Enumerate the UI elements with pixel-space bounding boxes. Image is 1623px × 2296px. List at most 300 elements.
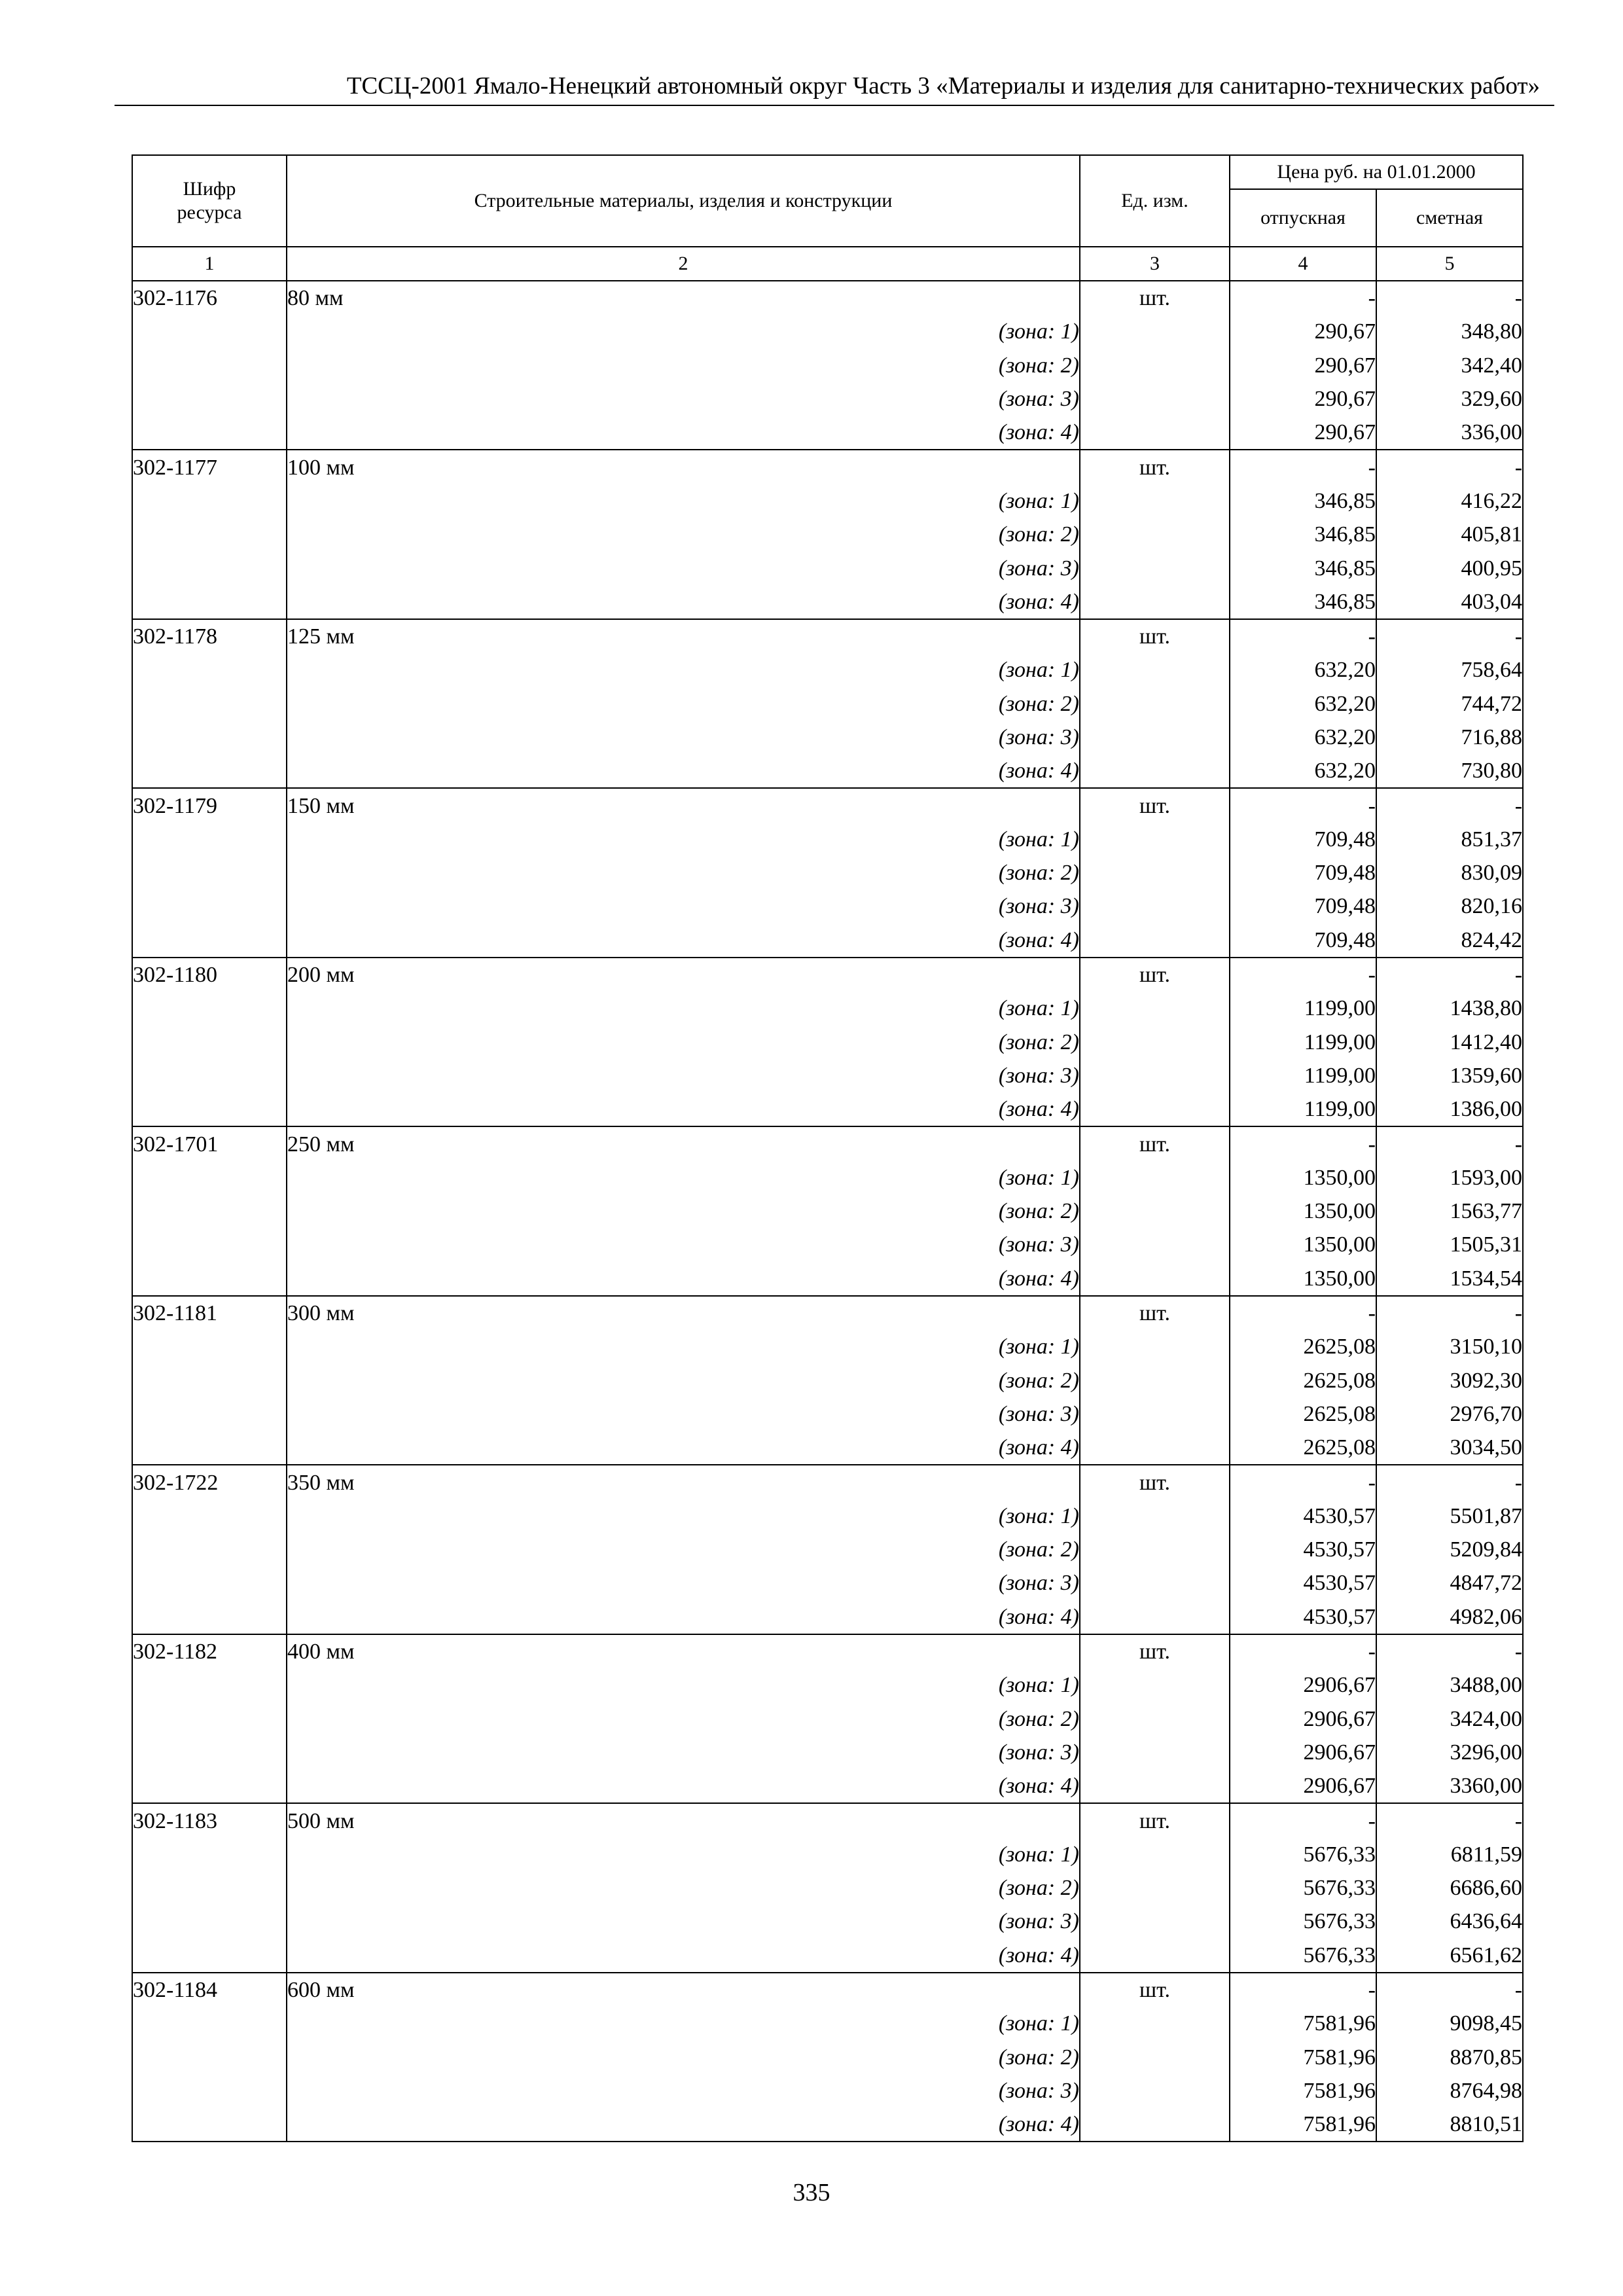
zone-label: (зона: 3) <box>287 889 1080 923</box>
zone-row <box>132 1059 1523 1092</box>
estimate-price: - <box>1376 281 1523 315</box>
estimate-price: 1534,54 <box>1376 1262 1523 1296</box>
table-row <box>132 450 1523 484</box>
empty-cell <box>132 2007 287 2040</box>
unit-of-measure: шт. <box>1080 450 1230 484</box>
empty-cell <box>132 1397 287 1431</box>
column-number: 1 <box>132 247 287 281</box>
empty-cell <box>1080 1566 1230 1600</box>
zone-row <box>132 856 1523 889</box>
estimate-price: 3034,50 <box>1376 1431 1523 1465</box>
release-price: 5676,33 <box>1230 1871 1376 1905</box>
empty-cell <box>132 1769 287 1803</box>
zone-label: (зона: 4) <box>287 1431 1080 1465</box>
estimate-price: 758,64 <box>1376 653 1523 687</box>
zone-label: (зона: 1) <box>287 484 1080 518</box>
zone-label: (зона: 3) <box>287 1736 1080 1769</box>
empty-cell <box>132 1871 287 1905</box>
material-name: 300 мм <box>287 1296 1080 1330</box>
empty-cell <box>132 1092 287 1126</box>
empty-cell <box>132 585 287 619</box>
empty-cell <box>1080 518 1230 551</box>
empty-cell <box>1080 349 1230 382</box>
zone-row <box>132 1397 1523 1431</box>
estimate-price: 6436,64 <box>1376 1905 1523 1938</box>
table-row <box>132 1465 1523 1499</box>
column-header-name: Строительные материалы, изделия и конструкции <box>287 155 1080 247</box>
release-price: - <box>1230 619 1376 653</box>
release-price: 7581,96 <box>1230 2108 1376 2142</box>
resource-code: 302-1184 <box>132 1973 287 2007</box>
table-row <box>132 619 1523 653</box>
empty-cell <box>1080 551 1230 584</box>
zone-row <box>132 1838 1523 1871</box>
empty-cell <box>1080 1736 1230 1769</box>
release-price: 709,48 <box>1230 889 1376 923</box>
empty-cell <box>1080 484 1230 518</box>
empty-cell <box>132 653 287 687</box>
column-header-price: Цена руб. на 01.01.2000 <box>1230 155 1523 189</box>
release-price: 346,85 <box>1230 484 1376 518</box>
resource-code: 302-1176 <box>132 281 287 315</box>
release-price: 2625,08 <box>1230 1431 1376 1465</box>
release-price: - <box>1230 1296 1376 1330</box>
empty-cell <box>1080 1668 1230 1702</box>
zone-row <box>132 1871 1523 1905</box>
estimate-price: 8810,51 <box>1376 2108 1523 2142</box>
empty-cell <box>132 2040 287 2073</box>
zone-row <box>132 1600 1523 1634</box>
zone-row <box>132 1092 1523 1126</box>
estimate-price: 403,04 <box>1376 585 1523 619</box>
zone-row <box>132 653 1523 687</box>
release-price: 290,67 <box>1230 382 1376 416</box>
estimate-price: 3488,00 <box>1376 1668 1523 1702</box>
zone-row <box>132 1228 1523 1261</box>
estimate-price: 4982,06 <box>1376 1600 1523 1634</box>
release-price: - <box>1230 281 1376 315</box>
empty-cell <box>132 518 287 551</box>
release-price: 4530,57 <box>1230 1499 1376 1533</box>
empty-cell <box>132 1059 287 1092</box>
estimate-price: 1438,80 <box>1376 992 1523 1025</box>
zone-row <box>132 416 1523 450</box>
empty-cell <box>1080 1026 1230 1059</box>
zone-row <box>132 1330 1523 1363</box>
column-header-code: Шифр ресурса <box>132 155 287 247</box>
empty-cell <box>1080 1533 1230 1566</box>
zone-row <box>132 1736 1523 1769</box>
estimate-price: 3150,10 <box>1376 1330 1523 1363</box>
page-number: 335 <box>793 2179 830 2206</box>
estimate-price: 348,80 <box>1376 315 1523 348</box>
empty-cell <box>132 721 287 754</box>
resource-code: 302-1181 <box>132 1296 287 1330</box>
release-price: 7581,96 <box>1230 2007 1376 2040</box>
zone-row <box>132 1939 1523 1973</box>
zone-row <box>132 2040 1523 2073</box>
estimate-price: 3424,00 <box>1376 1702 1523 1735</box>
zone-row <box>132 551 1523 584</box>
release-price: 2625,08 <box>1230 1330 1376 1363</box>
estimate-price: 1593,00 <box>1376 1161 1523 1194</box>
empty-cell <box>132 856 287 889</box>
zone-label: (зона: 1) <box>287 653 1080 687</box>
zone-label: (зона: 4) <box>287 1262 1080 1296</box>
empty-cell <box>1080 721 1230 754</box>
empty-cell <box>1080 2007 1230 2040</box>
release-price: 1350,00 <box>1230 1161 1376 1194</box>
table-row <box>132 1296 1523 1330</box>
release-price: - <box>1230 958 1376 992</box>
estimate-price: - <box>1376 1126 1523 1160</box>
estimate-price: 400,95 <box>1376 551 1523 584</box>
unit-of-measure: шт. <box>1080 1634 1230 1668</box>
estimate-price: - <box>1376 619 1523 653</box>
price-table-body <box>132 281 1523 2142</box>
empty-cell <box>1080 1499 1230 1533</box>
empty-cell <box>1080 2108 1230 2142</box>
empty-cell <box>132 2074 287 2108</box>
zone-label: (зона: 2) <box>287 1194 1080 1228</box>
zone-label: (зона: 4) <box>287 1939 1080 1973</box>
zone-label: (зона: 3) <box>287 382 1080 416</box>
table-row <box>132 1803 1523 1837</box>
estimate-price: - <box>1376 1803 1523 1837</box>
release-price: 290,67 <box>1230 416 1376 450</box>
zone-row <box>132 315 1523 348</box>
table-row <box>132 1634 1523 1668</box>
zone-row <box>132 754 1523 788</box>
material-name: 600 мм <box>287 1973 1080 2007</box>
estimate-price: 851,37 <box>1376 823 1523 856</box>
release-price: 7581,96 <box>1230 2074 1376 2108</box>
release-price: 2906,67 <box>1230 1702 1376 1735</box>
zone-label: (зона: 1) <box>287 1499 1080 1533</box>
zone-row <box>132 1668 1523 1702</box>
zone-label: (зона: 3) <box>287 1566 1080 1600</box>
estimate-price: 6811,59 <box>1376 1838 1523 1871</box>
release-price: 4530,57 <box>1230 1566 1376 1600</box>
release-price: 1350,00 <box>1230 1262 1376 1296</box>
zone-label: (зона: 2) <box>287 1702 1080 1735</box>
estimate-price: 1412,40 <box>1376 1026 1523 1059</box>
zone-label: (зона: 1) <box>287 315 1080 348</box>
resource-code: 302-1182 <box>132 1634 287 1668</box>
zone-label: (зона: 1) <box>287 1330 1080 1363</box>
resource-code: 302-1178 <box>132 619 287 653</box>
empty-cell <box>1080 1871 1230 1905</box>
empty-cell <box>132 1364 287 1397</box>
empty-cell <box>132 382 287 416</box>
zone-row <box>132 1161 1523 1194</box>
zone-label: (зона: 4) <box>287 585 1080 619</box>
unit-of-measure: шт. <box>1080 788 1230 822</box>
release-price: 1199,00 <box>1230 1059 1376 1092</box>
unit-of-measure: шт. <box>1080 1296 1230 1330</box>
release-price: 346,85 <box>1230 551 1376 584</box>
zone-row <box>132 1431 1523 1465</box>
unit-of-measure: шт. <box>1080 619 1230 653</box>
material-name: 150 мм <box>287 788 1080 822</box>
empty-cell <box>1080 1194 1230 1228</box>
zone-label: (зона: 2) <box>287 349 1080 382</box>
empty-cell <box>132 1194 287 1228</box>
release-price: - <box>1230 1634 1376 1668</box>
empty-cell <box>132 1838 287 1871</box>
zone-label: (зона: 2) <box>287 1364 1080 1397</box>
empty-cell <box>1080 992 1230 1025</box>
zone-label: (зона: 4) <box>287 416 1080 450</box>
empty-cell <box>132 315 287 348</box>
price-table <box>132 154 1524 2142</box>
estimate-price: - <box>1376 1973 1523 2007</box>
estimate-price: 336,00 <box>1376 416 1523 450</box>
zone-label: (зона: 3) <box>287 1228 1080 1261</box>
empty-cell <box>1080 2074 1230 2108</box>
zone-label: (зона: 4) <box>287 1092 1080 1126</box>
zone-row <box>132 2007 1523 2040</box>
release-price: - <box>1230 1973 1376 2007</box>
empty-cell <box>132 1161 287 1194</box>
empty-cell <box>1080 382 1230 416</box>
zone-row <box>132 992 1523 1025</box>
zone-row <box>132 2074 1523 2108</box>
zone-row <box>132 1499 1523 1533</box>
empty-cell <box>132 924 287 958</box>
empty-cell <box>1080 1364 1230 1397</box>
zone-row <box>132 1364 1523 1397</box>
estimate-price: 8764,98 <box>1376 2074 1523 2108</box>
empty-cell <box>1080 1092 1230 1126</box>
zone-label: (зона: 1) <box>287 823 1080 856</box>
estimate-price: 1505,31 <box>1376 1228 1523 1261</box>
empty-cell <box>132 484 287 518</box>
column-number: 4 <box>1230 247 1376 281</box>
empty-cell <box>1080 823 1230 856</box>
release-price: 632,20 <box>1230 687 1376 721</box>
release-price: 2906,67 <box>1230 1736 1376 1769</box>
material-name: 250 мм <box>287 1126 1080 1160</box>
unit-of-measure: шт. <box>1080 1465 1230 1499</box>
empty-cell <box>132 1262 287 1296</box>
empty-cell <box>1080 1905 1230 1938</box>
release-price: 632,20 <box>1230 653 1376 687</box>
release-price: 2625,08 <box>1230 1397 1376 1431</box>
column-header-unit: Ед. изм. <box>1080 155 1230 247</box>
empty-cell <box>1080 1059 1230 1092</box>
release-price: 4530,57 <box>1230 1533 1376 1566</box>
zone-label: (зона: 2) <box>287 687 1080 721</box>
release-price: 1199,00 <box>1230 1092 1376 1126</box>
zone-row <box>132 382 1523 416</box>
estimate-price: 1359,60 <box>1376 1059 1523 1092</box>
zone-row <box>132 484 1523 518</box>
release-price: - <box>1230 1126 1376 1160</box>
column-header-release: отпускная <box>1230 189 1376 247</box>
zone-row <box>132 889 1523 923</box>
empty-cell <box>1080 1330 1230 1363</box>
empty-cell <box>1080 315 1230 348</box>
empty-cell <box>132 1228 287 1261</box>
zone-label: (зона: 4) <box>287 924 1080 958</box>
estimate-price: 4847,72 <box>1376 1566 1523 1600</box>
estimate-price: 342,40 <box>1376 349 1523 382</box>
resource-code: 302-1179 <box>132 788 287 822</box>
empty-cell <box>132 1939 287 1973</box>
release-price: - <box>1230 450 1376 484</box>
estimate-price: 329,60 <box>1376 382 1523 416</box>
release-price: 346,85 <box>1230 585 1376 619</box>
empty-cell <box>132 754 287 788</box>
release-price: 7581,96 <box>1230 2040 1376 2073</box>
release-price: 1199,00 <box>1230 1026 1376 1059</box>
empty-cell <box>1080 1262 1230 1296</box>
column-header-estimate: сметная <box>1376 189 1523 247</box>
empty-cell <box>132 349 287 382</box>
zone-row <box>132 924 1523 958</box>
table-row <box>132 1126 1523 1160</box>
empty-cell <box>1080 1431 1230 1465</box>
zone-label: (зона: 3) <box>287 551 1080 584</box>
empty-cell <box>132 1702 287 1735</box>
zone-label: (зона: 1) <box>287 1668 1080 1702</box>
estimate-price: 6561,62 <box>1376 1939 1523 1973</box>
empty-cell <box>1080 1600 1230 1634</box>
resource-code: 302-1722 <box>132 1465 287 1499</box>
estimate-price: 5209,84 <box>1376 1533 1523 1566</box>
empty-cell <box>132 687 287 721</box>
release-price: 632,20 <box>1230 721 1376 754</box>
estimate-price: 3296,00 <box>1376 1736 1523 1769</box>
estimate-price: 416,22 <box>1376 484 1523 518</box>
zone-label: (зона: 4) <box>287 1600 1080 1634</box>
empty-cell <box>1080 687 1230 721</box>
material-name: 100 мм <box>287 450 1080 484</box>
release-price: 709,48 <box>1230 924 1376 958</box>
zone-label: (зона: 2) <box>287 518 1080 551</box>
zone-label: (зона: 3) <box>287 1397 1080 1431</box>
estimate-price: 730,80 <box>1376 754 1523 788</box>
release-price: 1350,00 <box>1230 1194 1376 1228</box>
release-price: 290,67 <box>1230 349 1376 382</box>
zone-label: (зона: 2) <box>287 856 1080 889</box>
resource-code: 302-1180 <box>132 958 287 992</box>
empty-cell <box>1080 653 1230 687</box>
material-name: 80 мм <box>287 281 1080 315</box>
material-name: 400 мм <box>287 1634 1080 1668</box>
estimate-price: 5501,87 <box>1376 1499 1523 1533</box>
estimate-price: - <box>1376 1465 1523 1499</box>
empty-cell <box>132 1736 287 1769</box>
estimate-price: 716,88 <box>1376 721 1523 754</box>
resource-code: 302-1701 <box>132 1126 287 1160</box>
release-price: 1199,00 <box>1230 992 1376 1025</box>
empty-cell <box>1080 1769 1230 1803</box>
page-header-title: ТССЦ-2001 Ямало-Ненецкий автономный округ Часть 3 «Материалы и изделия для санитарно-технических работ» <box>346 73 1540 99</box>
estimate-price: 1386,00 <box>1376 1092 1523 1126</box>
zone-label: (зона: 2) <box>287 1533 1080 1566</box>
release-price: 2906,67 <box>1230 1668 1376 1702</box>
table-row <box>132 281 1523 315</box>
estimate-price: 8870,85 <box>1376 2040 1523 2073</box>
release-price: - <box>1230 1465 1376 1499</box>
unit-of-measure: шт. <box>1080 1973 1230 2007</box>
release-price: 4530,57 <box>1230 1600 1376 1634</box>
zone-row <box>132 1026 1523 1059</box>
release-price: 5676,33 <box>1230 1939 1376 1973</box>
zone-row <box>132 721 1523 754</box>
zone-label: (зона: 3) <box>287 1059 1080 1092</box>
release-price: 1350,00 <box>1230 1228 1376 1261</box>
empty-cell <box>132 1026 287 1059</box>
empty-cell <box>1080 585 1230 619</box>
estimate-price: 9098,45 <box>1376 2007 1523 2040</box>
estimate-price: - <box>1376 450 1523 484</box>
table-row <box>132 1973 1523 2007</box>
zone-label: (зона: 2) <box>287 1871 1080 1905</box>
empty-cell <box>1080 754 1230 788</box>
empty-cell <box>132 416 287 450</box>
header-divider <box>115 105 1554 106</box>
empty-cell <box>132 1499 287 1533</box>
zone-row <box>132 1566 1523 1600</box>
material-name: 350 мм <box>287 1465 1080 1499</box>
zone-row <box>132 349 1523 382</box>
zone-label: (зона: 3) <box>287 2074 1080 2108</box>
table-row <box>132 958 1523 992</box>
empty-cell <box>132 551 287 584</box>
empty-cell <box>1080 1397 1230 1431</box>
release-price: 346,85 <box>1230 518 1376 551</box>
zone-label: (зона: 3) <box>287 1905 1080 1938</box>
unit-of-measure: шт. <box>1080 1126 1230 1160</box>
estimate-price: 1563,77 <box>1376 1194 1523 1228</box>
material-name: 125 мм <box>287 619 1080 653</box>
unit-of-measure: шт. <box>1080 1803 1230 1837</box>
release-price: 2906,67 <box>1230 1769 1376 1803</box>
empty-cell <box>132 823 287 856</box>
estimate-price: 820,16 <box>1376 889 1523 923</box>
estimate-price: 3092,30 <box>1376 1364 1523 1397</box>
material-name: 500 мм <box>287 1803 1080 1837</box>
zone-row <box>132 2108 1523 2142</box>
estimate-price: 830,09 <box>1376 856 1523 889</box>
estimate-price: - <box>1376 788 1523 822</box>
release-price: 709,48 <box>1230 823 1376 856</box>
empty-cell <box>132 2108 287 2142</box>
release-price: 5676,33 <box>1230 1838 1376 1871</box>
release-price: 709,48 <box>1230 856 1376 889</box>
estimate-price: 6686,60 <box>1376 1871 1523 1905</box>
estimate-price: 824,42 <box>1376 924 1523 958</box>
empty-cell <box>132 1600 287 1634</box>
empty-cell <box>1080 1939 1230 1973</box>
empty-cell <box>1080 1161 1230 1194</box>
empty-cell <box>132 1533 287 1566</box>
zone-label: (зона: 4) <box>287 754 1080 788</box>
estimate-price: - <box>1376 1634 1523 1668</box>
unit-of-measure: шт. <box>1080 281 1230 315</box>
empty-cell <box>132 1905 287 1938</box>
empty-cell <box>1080 889 1230 923</box>
empty-cell <box>132 1566 287 1600</box>
column-number: 2 <box>287 247 1080 281</box>
column-number: 5 <box>1376 247 1523 281</box>
zone-row <box>132 1905 1523 1938</box>
resource-code: 302-1177 <box>132 450 287 484</box>
empty-cell <box>1080 1702 1230 1735</box>
